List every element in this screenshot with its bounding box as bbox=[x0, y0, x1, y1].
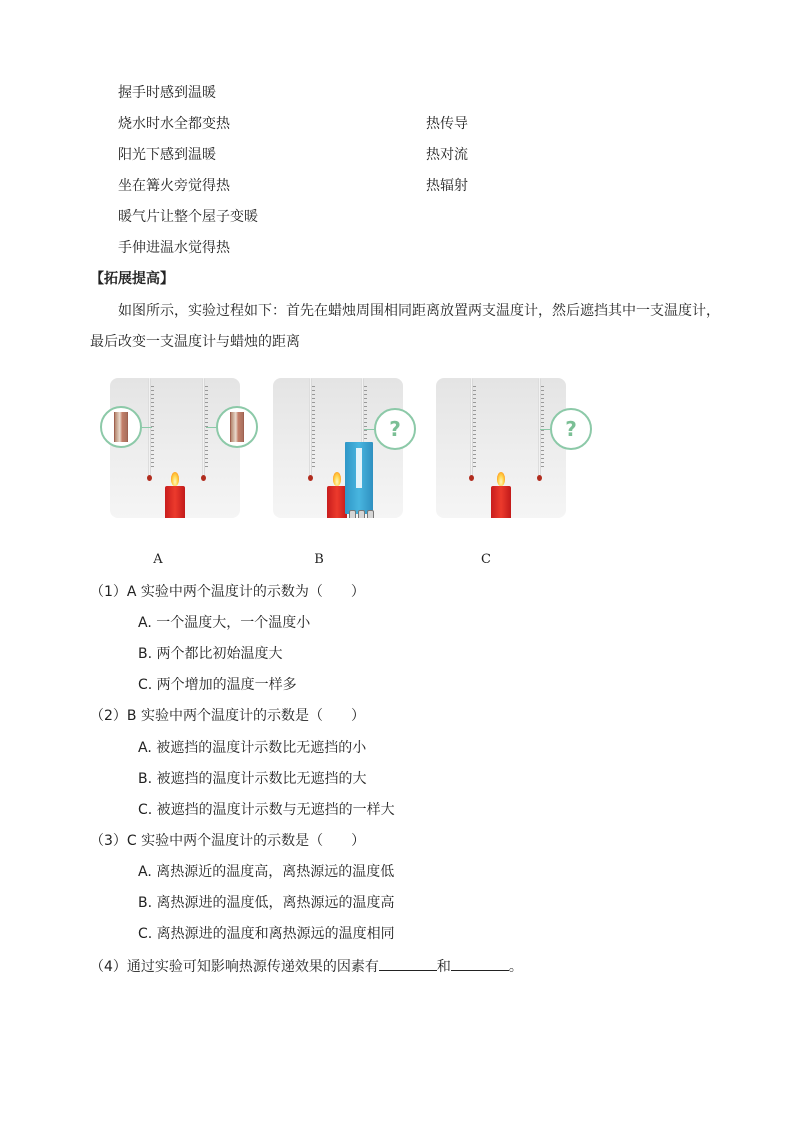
thermometer bbox=[470, 378, 473, 478]
question-option: C. 被遮挡的温度计示数与无遮挡的一样大 bbox=[138, 802, 395, 818]
question-option: B. 两个都比初始温度大 bbox=[138, 646, 283, 662]
figure-b-photo bbox=[273, 378, 403, 518]
figure-c-photo bbox=[436, 378, 566, 518]
question-option: B. 被遮挡的温度计示数比无遮挡的大 bbox=[138, 771, 367, 787]
right-item: 热传导 bbox=[426, 116, 468, 132]
heat-shield bbox=[345, 442, 373, 514]
figure-a-photo bbox=[110, 378, 240, 518]
thermometer bbox=[148, 378, 151, 478]
figure-label-a: A bbox=[153, 552, 163, 567]
figure-label-b: B bbox=[314, 552, 324, 567]
left-item: 暖气片让整个屋子变暖 bbox=[118, 209, 258, 225]
candle bbox=[165, 486, 185, 518]
right-item: 热辐射 bbox=[426, 178, 468, 194]
left-item: 手伸进温水觉得热 bbox=[118, 240, 230, 256]
thermometer bbox=[202, 378, 205, 478]
candle bbox=[491, 486, 511, 518]
question-option: B. 离热源进的温度低，离热源远的温度高 bbox=[138, 895, 395, 911]
candle-flame bbox=[497, 472, 505, 486]
question-stem: （1）A 实验中两个温度计的示数为（ ） bbox=[90, 584, 365, 600]
question-stem: （2）B 实验中两个温度计的示数是（ ） bbox=[90, 708, 365, 724]
left-item: 烧水时水全都变热 bbox=[118, 116, 230, 132]
answer-blank-2[interactable] bbox=[451, 956, 509, 971]
question-mark-icon: ? bbox=[374, 408, 416, 450]
left-item: 握手时感到温暖 bbox=[118, 85, 216, 101]
figure-label-c: C bbox=[481, 552, 491, 567]
answer-blank-1[interactable] bbox=[379, 956, 437, 971]
question-option: C. 离热源进的温度和离热源远的温度相同 bbox=[138, 926, 395, 942]
question-option: A. 一个温度大，一个温度小 bbox=[138, 615, 311, 631]
intro-line: 最后改变一支温度计与蜡烛的距离 bbox=[90, 334, 300, 350]
right-item: 热对流 bbox=[426, 147, 468, 163]
question-stem: （3）C 实验中两个温度计的示数是（ ） bbox=[90, 833, 366, 849]
intro-line: 如图所示，实验过程如下：首先在蜡烛周围相同距离放置两支温度计，然后遮挡其中一支温度计， bbox=[118, 303, 720, 319]
question-4 bbox=[90, 956, 523, 976]
question-option: A. 离热源近的温度高，离热源远的温度低 bbox=[138, 864, 395, 880]
thermometer bbox=[538, 378, 541, 478]
question-mark-icon: ? bbox=[550, 408, 592, 450]
question-4-middle: 和 bbox=[436, 959, 451, 975]
section-title: 【拓展提高】 bbox=[90, 271, 174, 287]
thermometer bbox=[309, 378, 312, 478]
thermometer-zoom-icon bbox=[100, 406, 142, 448]
left-item: 坐在篝火旁觉得热 bbox=[118, 178, 230, 194]
candle-flame bbox=[171, 472, 179, 486]
question-4-suffix: 。 bbox=[508, 959, 523, 975]
question-option: A. 被遮挡的温度计示数比无遮挡的小 bbox=[138, 740, 367, 756]
question-4-prefix: （4）通过实验可知影响热源传递效果的因素有 bbox=[90, 959, 379, 975]
left-item: 阳光下感到温暖 bbox=[118, 147, 216, 163]
candle-flame bbox=[333, 472, 341, 486]
candle bbox=[327, 486, 347, 518]
thermometer-zoom-icon bbox=[216, 406, 258, 448]
question-option: C. 两个增加的温度一样多 bbox=[138, 677, 297, 693]
